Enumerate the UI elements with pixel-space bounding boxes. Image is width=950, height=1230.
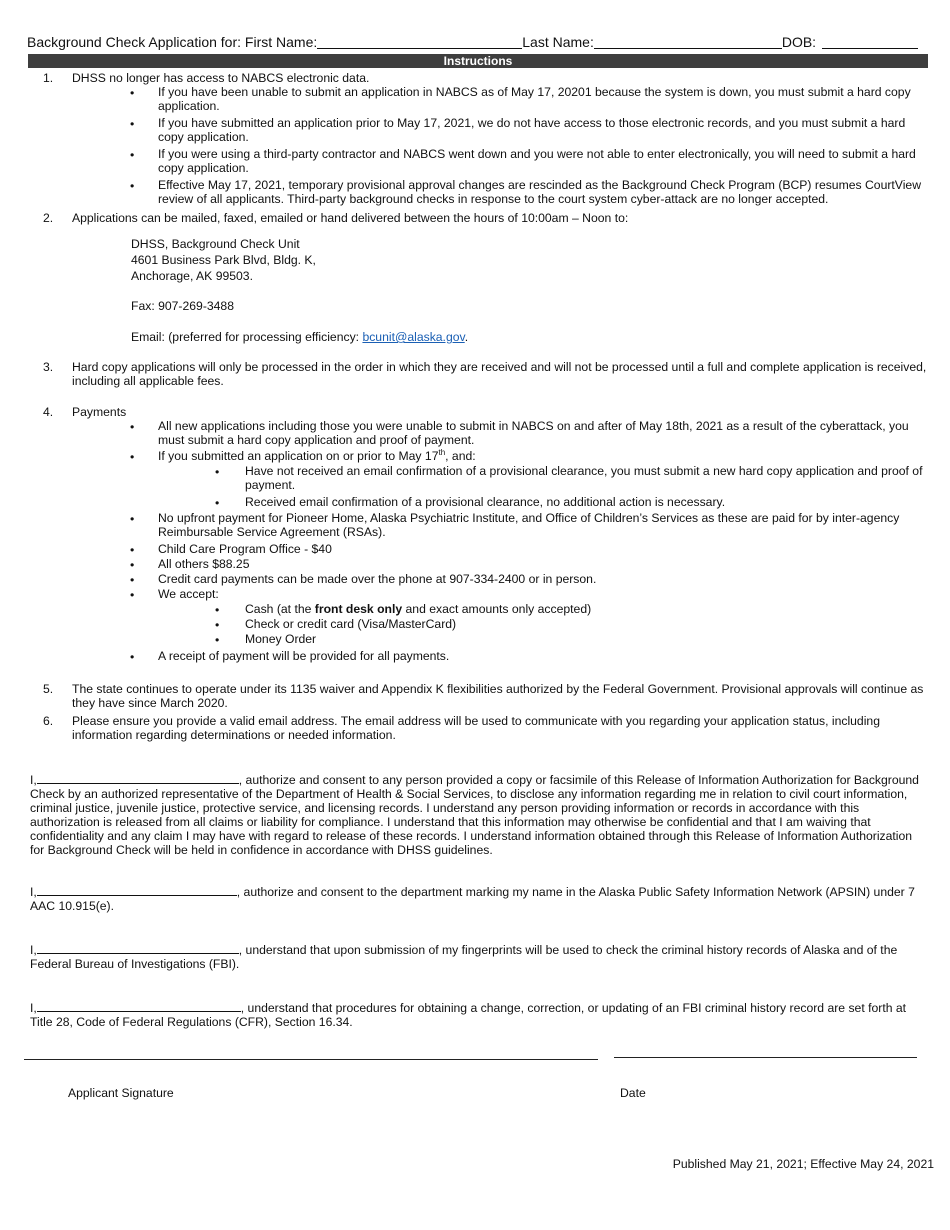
bullet-icon: • — [130, 558, 135, 572]
sub-bullet-text: Cash (at the front desk only and exact amounts only accepted) — [245, 602, 592, 616]
sub-bullet-text: Have not received an email confirmation of a provisional clearance, you must submit a new hard copy application and proof of payment. — [245, 464, 923, 492]
item-text: Hard copy applications will only be processed in the order in which they are received and will not be processed until a full and complete application is received, including all applicable fees. — [72, 360, 927, 388]
item-number: 2. — [43, 211, 54, 225]
bullet-text: No upfront payment for Pioneer Home, Alaska Psychiatric Institute, and Office of Children’s Services as these are paid for by inter-agency Reimbursable Service Agreement (RSAs). — [158, 511, 900, 539]
bullet-text: All others $88.25 — [158, 557, 250, 571]
instructions-heading: Instructions — [28, 54, 928, 68]
address-line: Anchorage, AK 99503. — [131, 269, 253, 283]
item-text: DHSS no longer has access to NABCS electronic data. — [72, 71, 370, 85]
item-text: Payments — [72, 405, 127, 419]
sub-bullet-icon: • — [215, 465, 220, 479]
consent-name-field[interactable] — [37, 1000, 241, 1012]
sub-bullet-icon: • — [215, 603, 220, 617]
bullet-icon: • — [130, 588, 135, 602]
first-name-field[interactable] — [317, 33, 522, 49]
bullet-text: If you have submitted an application prior to May 17, 2021, we do not have access to those electronic records, and you must submit a hard copy application. — [158, 116, 906, 144]
bullet-icon: • — [130, 573, 135, 587]
bullet-icon: • — [130, 117, 135, 131]
bullet-icon: • — [130, 650, 135, 664]
bullet-text: Child Care Program Office - $40 — [158, 542, 332, 556]
fax-number: Fax: 907-269-3488 — [131, 299, 234, 313]
bullet-icon: • — [130, 86, 135, 100]
bullet-icon: • — [130, 420, 135, 434]
signature-line[interactable] — [24, 1059, 598, 1060]
bullet-text: If you have been unable to submit an application in NABCS as of May 17, 20201 because the system is down, you must submit a hard copy application. — [158, 85, 911, 113]
bullet-text: We accept: — [158, 587, 219, 601]
consent-apsin-paragraph: I, , authorize and consent to the department marking my name in the Alaska Public Safety Information Network (APSIN) under 7 AAC 10.915(e). — [30, 885, 915, 913]
consent-fbi-paragraph: I, , understand that procedures for obtaining a change, correction, or updating of an FBI criminal history record are set forth at Title 28, Code of Federal Regulations (CFR), Section 16.34. — [30, 1001, 907, 1029]
consent-name-field[interactable] — [37, 772, 239, 784]
bullet-icon: • — [130, 450, 135, 464]
form-header — [27, 33, 927, 49]
item-number: 5. — [43, 682, 54, 696]
last-name-label: Last Name: — [522, 34, 594, 50]
sub-bullet-icon: • — [215, 633, 220, 647]
item-number: 6. — [43, 714, 54, 728]
bullet-text: All new applications including those you were unable to submit in NABCS on and after of May 18th, 2021 as a result of the cyberattack, you must submit a hard copy application and proof of payment. — [158, 419, 909, 447]
bullet-icon: • — [130, 512, 135, 526]
email-suffix: . — [464, 330, 469, 344]
bullet-text: If you submitted an application on or prior to May 17th, and: — [158, 447, 476, 463]
published-footer: Published May 21, 2021; Effective May 24, 2021 — [672, 1157, 934, 1171]
sub-bullet-text: Money Order — [245, 632, 317, 646]
item-number: 3. — [43, 360, 54, 374]
sub-bullet-icon: • — [215, 618, 220, 632]
bullet-text: If you were using a third-party contractor and NABCS went down and you were not able to enter electronically, you will need to submit a hard copy application. — [158, 147, 916, 175]
bullet-icon: • — [130, 543, 135, 557]
item-number: 4. — [43, 405, 54, 419]
address-line: 4601 Business Park Blvd, Bldg. K, — [131, 253, 316, 267]
address-line: DHSS, Background Check Unit — [131, 237, 300, 251]
email-line — [131, 330, 468, 344]
item-text: The state continues to operate under its 1135 waiver and Appendix K flexibilities authorized by the Federal Government. Provisional approvals will continue as they have since March 2020. — [72, 682, 924, 710]
dob-label: DOB: — [781, 34, 817, 50]
email-label: Email: (preferred for processing efficiency: — [131, 330, 363, 344]
email-link[interactable]: bcunit@alaska.gov — [362, 330, 465, 344]
date-line[interactable] — [614, 1057, 917, 1058]
header-title: Background Check Application for: First Name: — [27, 34, 318, 50]
sub-bullet-text: Check or credit card (Visa/MasterCard) — [245, 617, 457, 631]
item-text: Applications can be mailed, faxed, emailed or hand delivered between the hours of 10:00am – Noon to: — [72, 211, 629, 225]
sub-bullet-icon: • — [215, 496, 220, 510]
bullet-icon: • — [130, 179, 135, 193]
consent-name-field[interactable] — [37, 884, 237, 896]
item-number: 1. — [43, 71, 54, 85]
bullet-text: Effective May 17, 2021, temporary provisional approval changes are rescinded as the Background Check Program (BCP) resumes CourtView review of all applicants. Third-party background checks in response to the court system cyber-attack are no longer accepted. — [158, 178, 921, 206]
dob-field[interactable] — [822, 33, 918, 49]
applicant-signature-label: Applicant Signature — [68, 1086, 174, 1100]
date-label: Date — [620, 1086, 646, 1100]
consent-fingerprint-paragraph: I, , understand that upon submission of my fingerprints will be used to check the criminal history records of Alaska and of the Federal Bureau of Investigations (FBI). — [30, 943, 898, 971]
bullet-text: A receipt of payment will be provided for all payments. — [158, 649, 450, 663]
bullet-icon: • — [130, 148, 135, 162]
consent-name-field[interactable] — [37, 942, 239, 954]
sub-bullet-text: Received email confirmation of a provisional clearance, no additional action is necessary. — [245, 495, 726, 509]
bullet-text: Credit card payments can be made over the phone at 907-334-2400 or in person. — [158, 572, 597, 586]
last-name-field[interactable] — [594, 33, 782, 49]
consent-release-paragraph: I, , authorize and consent to any person provided a copy or facsimile of this Release of Information Authorization for Background Check by an authorized representative of the Department of Health & Social Services, to disclose any information regarding me in relation to civil court information, criminal justice, juvenile justice, protective service, and licensing records. I understand any person providing information or records in accordance with this authorization is released from all claims or liability for compliance. I understand that this information may otherwise be confidential and that I am waiving that confidentiality and any claim I may have with regard to release of these records. I understand information obtained through this Release of Information Authorization for Background Check will be held in confidence in accordance with DHSS guidelines. — [30, 773, 919, 857]
item-text: Please ensure you provide a valid email address. The email address will be used to communicate with you regarding your application status, including information regarding determinations or needed information. — [72, 714, 880, 742]
